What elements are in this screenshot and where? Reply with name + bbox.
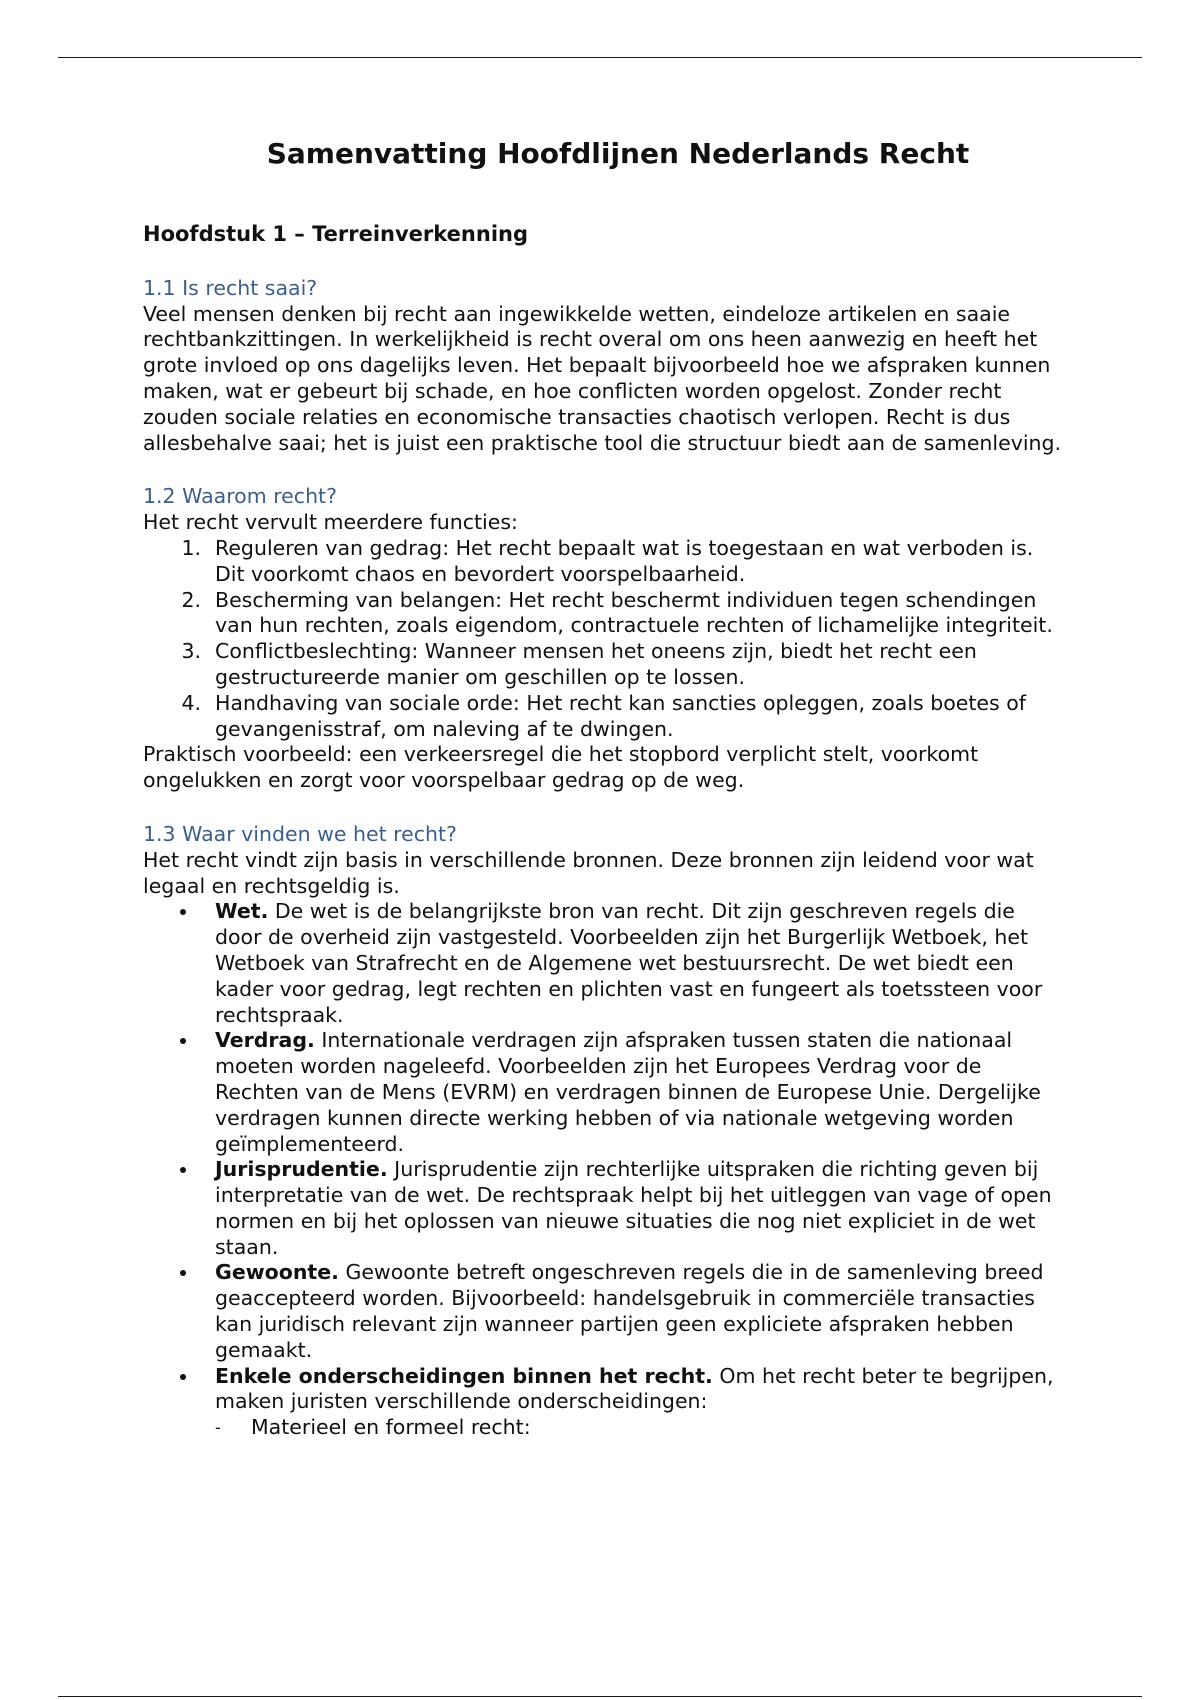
list-item-text: Reguleren van gedrag: Het recht bepaalt wat is toegestaan en wat verboden is. Dit voorkomt chaos en bevordert voorspelbaarheid. <box>215 535 1034 586</box>
list-item-term: Enkele onderscheidingen binnen het recht. <box>215 1363 713 1388</box>
list-item <box>143 1364 1063 1441</box>
bullet-icon <box>180 1167 186 1173</box>
list-item-term: Wet. <box>215 899 269 924</box>
bullet-icon <box>180 1270 186 1276</box>
section-heading-1-1: 1.1 Is recht saai? <box>143 275 318 300</box>
list-number: 4. <box>181 690 201 715</box>
list-item <box>143 639 1063 691</box>
list-item-term: Gewoonte. <box>215 1260 339 1285</box>
list-item <box>143 588 1063 640</box>
section-heading-1-2: 1.2 Waarom recht? <box>143 484 337 509</box>
list-item <box>143 1260 1063 1363</box>
list-item-text: Jurisprudentie zijn rechterlijke uitspraken die richting geven bij interpretatie van de wet. De rechtspraak helpt bij het uitleggen van vage of open normen en bij het oplossen van nieuwe situaties die nog niet expliciet in de wet staan. <box>215 1157 1052 1259</box>
list-item <box>143 691 1063 743</box>
distinctions-sublist <box>215 1415 1063 1441</box>
top-rule <box>58 57 1142 58</box>
document-body <box>143 136 1063 1441</box>
list-item-text: Bescherming van belangen: Het recht beschermt individuen tegen schendingen van hun rechten, zoals eigendom, contractuele rechten of lichamelijke integriteit. <box>215 587 1053 638</box>
list-item-text: Om het recht beter te begrijpen, maken juristen verschillende onderscheidingen: <box>215 1363 1054 1414</box>
list-number: 3. <box>181 639 201 664</box>
list-item <box>143 1028 1063 1157</box>
list-item-text: Internationale verdragen zijn afspraken tussen staten die nationaal moeten worden nageleefd. Voorbeelden zijn het Europees Verdrag voor de Rechten van de Mens (EVRM) en verdragen binnen de Europese Unie. Dergelijke verdragen kunnen directe werking hebben of via nationale wetgeving worden geïmplementeerd. <box>215 1028 1041 1156</box>
list-number: 1. <box>181 535 201 560</box>
sublist-item-text: Materieel en formeel recht: <box>251 1415 531 1440</box>
bullet-icon <box>180 1038 186 1044</box>
bullet-icon <box>180 1374 186 1380</box>
chapter-heading: Hoofdstuk 1 – Terreinverkenning <box>143 222 528 246</box>
list-item <box>143 1157 1063 1260</box>
sources-list <box>143 899 1063 1441</box>
list-item-text: Conflictbeslechting: Wanneer mensen het oneens zijn, biedt het recht een gestructureerde manier om geschillen op te lossen. <box>215 639 977 689</box>
list-item <box>143 899 1063 1028</box>
bullet-icon <box>180 909 186 915</box>
functions-list <box>143 536 1063 742</box>
section-paragraph-1-1: Veel mensen denken bij recht aan ingewikkelde wetten, eindeloze artikelen en saaie rechtbankzittingen. In werkelijkheid is recht overal om ons heen aanwezig en heeft het grote invloed op ons dagelijks leven. Het bepaalt bijvoorbeeld hoe we afspraken kunnen maken, wat er gebeurt bij schade, en hoe conflicten worden opgelost. Zonder recht zouden sociale relaties en economische transacties chaotisch verlopen. Recht is dus allesbehalve saai; het is juist een praktische tool die structuur biedt aan de samenleving. <box>143 301 1062 455</box>
list-item-text: Gewoonte betreft ongeschreven regels die in de samenleving breed geaccepteerd worden. Bijvoorbeeld: handelsgebruik in commerciële transacties kan juridisch relevant zijn wanneer partijen geen expliciete afspraken hebben gemaakt. <box>215 1260 1044 1362</box>
list-item-term: Jurisprudentie. <box>215 1157 388 1182</box>
section-intro-1-3: Het recht vindt zijn basis in verschillende bronnen. Deze bronnen zijn leidend voor wat legaal en rechtsgeldig is. <box>143 847 1034 898</box>
sublist-item <box>215 1415 1063 1441</box>
document-title: Samenvatting Hoofdlijnen Nederlands Recht <box>266 137 970 170</box>
section-heading-1-3: 1.3 Waar vinden we het recht? <box>143 821 457 846</box>
section-intro-1-2: Het recht vervult meerdere functies: <box>143 510 518 535</box>
list-item <box>143 536 1063 588</box>
dash-icon: - <box>215 1418 221 1438</box>
list-item-text: Handhaving van sociale orde: Het recht kan sancties opleggen, zoals boetes of gevangenisstraf, om naleving af te dwingen. <box>215 690 1027 741</box>
bottom-rule <box>58 1696 1142 1697</box>
list-item-term: Verdrag. <box>215 1028 315 1053</box>
list-item-text: De wet is de belangrijkste bron van recht. Dit zijn geschreven regels die door de overheid zijn vastgesteld. Voorbeelden zijn het Burgerlijk Wetboek, het Wetboek van Strafrecht en de Algemene wet bestuursrecht. De wet biedt een kader voor gedrag, legt rechten en plichten vast en fungeert als toetssteen voor rechtspraak. <box>215 899 1043 1027</box>
section-outro-1-2: Praktisch voorbeeld: een verkeersregel die het stopbord verplicht stelt, voorkomt ongelukken en zorgt voor voorspelbaar gedrag op de weg. <box>143 742 979 793</box>
list-number: 2. <box>181 587 201 612</box>
